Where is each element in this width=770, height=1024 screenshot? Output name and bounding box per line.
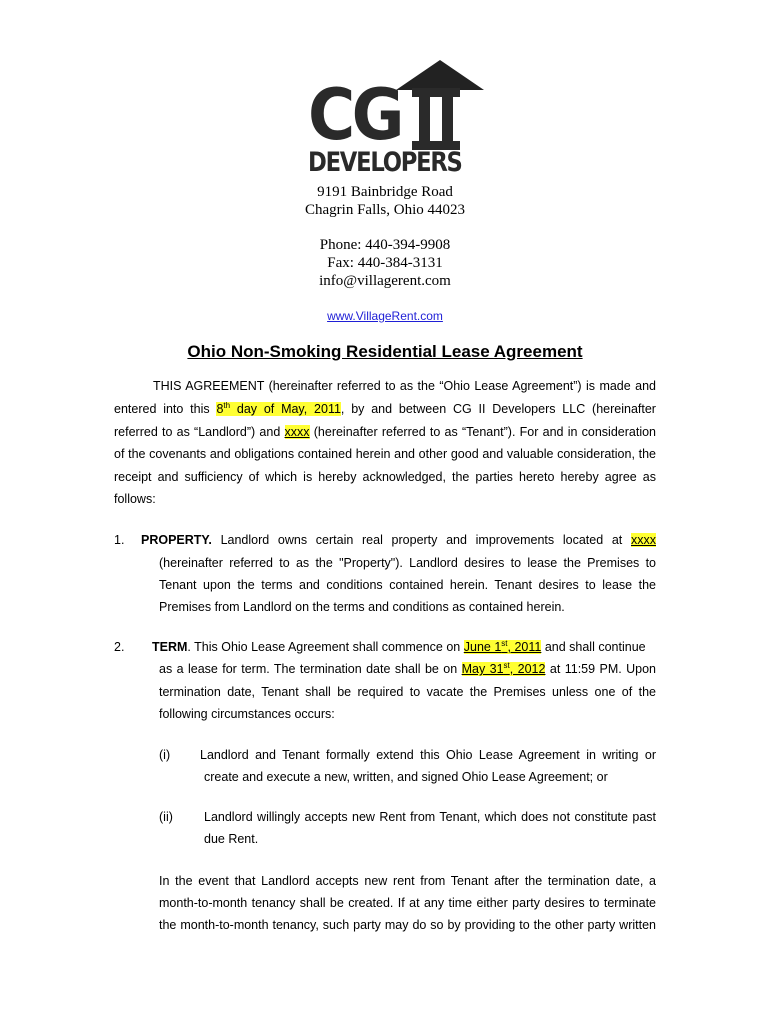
sub-item-i-line-1: Landlord and Tenant formally extend this Ohio Lease Agreement in writing or bbox=[200, 748, 656, 762]
sub-item-ii-line-1: Landlord willingly accepts new Rent from Tenant, which does not constitute past bbox=[204, 810, 656, 824]
section-1-line-2: (hereinafter referred to as the "Property"). Landlord desires to lease the Premises to bbox=[159, 556, 656, 570]
email-line: info@villagerent.com bbox=[319, 273, 451, 289]
section-2-line-3: termination date, Tenant shall be required to vacate the Premises unless one of the bbox=[159, 685, 656, 699]
section-1-heading: PROPERTY. bbox=[141, 533, 212, 547]
section-2-heading: TERM bbox=[152, 640, 188, 654]
logo-cg-text: CG bbox=[308, 74, 401, 156]
property-address-highlight: xxxx bbox=[630, 533, 656, 547]
lease-date-highlight: 8th day of May, 2011 bbox=[216, 400, 341, 416]
intro-line-3: referred to as “Landlord”) and xxxx (hereinafter referred to as “Tenant”). For and in consideration bbox=[114, 425, 657, 439]
section-1-line-1: PROPERTY. Landlord owns certain real property and improvements located at xxxx bbox=[141, 533, 656, 547]
holdover-line-3: the month-to-month tenancy, such party may do so by providing to the other party written bbox=[159, 918, 656, 932]
intro-line-4: of the covenants and obligations contained herein and other good and valuable consideration, the bbox=[114, 447, 656, 461]
intro-line-2: entered into this 8th day of May, 2011, by and between CG II Developers LLC (hereinafter bbox=[114, 400, 656, 416]
intro-line-5: receipt and sufficiency of which is hereby acknowledged, the parties hereto hereby agree as bbox=[114, 470, 656, 484]
intro-line-6: follows: bbox=[114, 492, 156, 506]
sub-item-i-number: (i) bbox=[159, 748, 171, 762]
website-link[interactable]: www.VillageRent.com bbox=[327, 309, 443, 323]
intro-line-1: THIS AGREEMENT (hereinafter referred to as the “Ohio Lease Agreement”) is made and bbox=[153, 379, 656, 393]
address-line-1: 9191 Bainbridge Road bbox=[317, 184, 453, 200]
section-2-line-1: TERM. This Ohio Lease Agreement shall commence on June 1st, 2011 and shall continue bbox=[152, 638, 646, 654]
section-1-number: 1. bbox=[114, 533, 125, 547]
tenant-name-highlight: xxxx bbox=[284, 425, 310, 439]
section-2-number: 2. bbox=[114, 640, 125, 654]
document-title: Ohio Non-Smoking Residential Lease Agreement bbox=[187, 342, 583, 361]
section-1-line-3: Tenant upon the terms and conditions contained herein. Tenant desires to lease the bbox=[159, 578, 656, 592]
logo-ii-mark bbox=[412, 88, 460, 150]
sub-item-i-line-2: create and execute a new, written, and signed Ohio Lease Agreement; or bbox=[204, 770, 608, 784]
sub-item-ii-number: (ii) bbox=[159, 810, 173, 824]
address-line-2: Chagrin Falls, Ohio 44023 bbox=[305, 202, 465, 218]
end-date-highlight: May 31st, 2012 bbox=[461, 660, 546, 676]
company-logo bbox=[306, 60, 466, 180]
phone-line: Phone: 440-394-9908 bbox=[319, 237, 451, 253]
house-roof-icon bbox=[396, 60, 484, 90]
sub-item-ii-line-2: due Rent. bbox=[204, 832, 259, 846]
holdover-line-1: In the event that Landlord accepts new rent from Tenant after the termination date, a bbox=[159, 874, 656, 888]
holdover-line-2: month-to-month tenancy shall be created. If at any time either party desires to terminate bbox=[159, 896, 656, 910]
section-2-line-4: following circumstances occurs: bbox=[159, 707, 335, 721]
start-date-highlight: June 1st, 2011 bbox=[463, 638, 542, 654]
logo-developers-text: DEVELOPERS bbox=[308, 147, 462, 178]
section-1-line-4: Premises from Landlord on the terms and conditions as contained herein. bbox=[159, 600, 565, 614]
fax-line: Fax: 440-384-3131 bbox=[327, 255, 443, 271]
section-2-line-2: as a lease for term. The termination date shall be on May 31st, 2012 at 11:59 PM. Upon bbox=[159, 660, 656, 676]
